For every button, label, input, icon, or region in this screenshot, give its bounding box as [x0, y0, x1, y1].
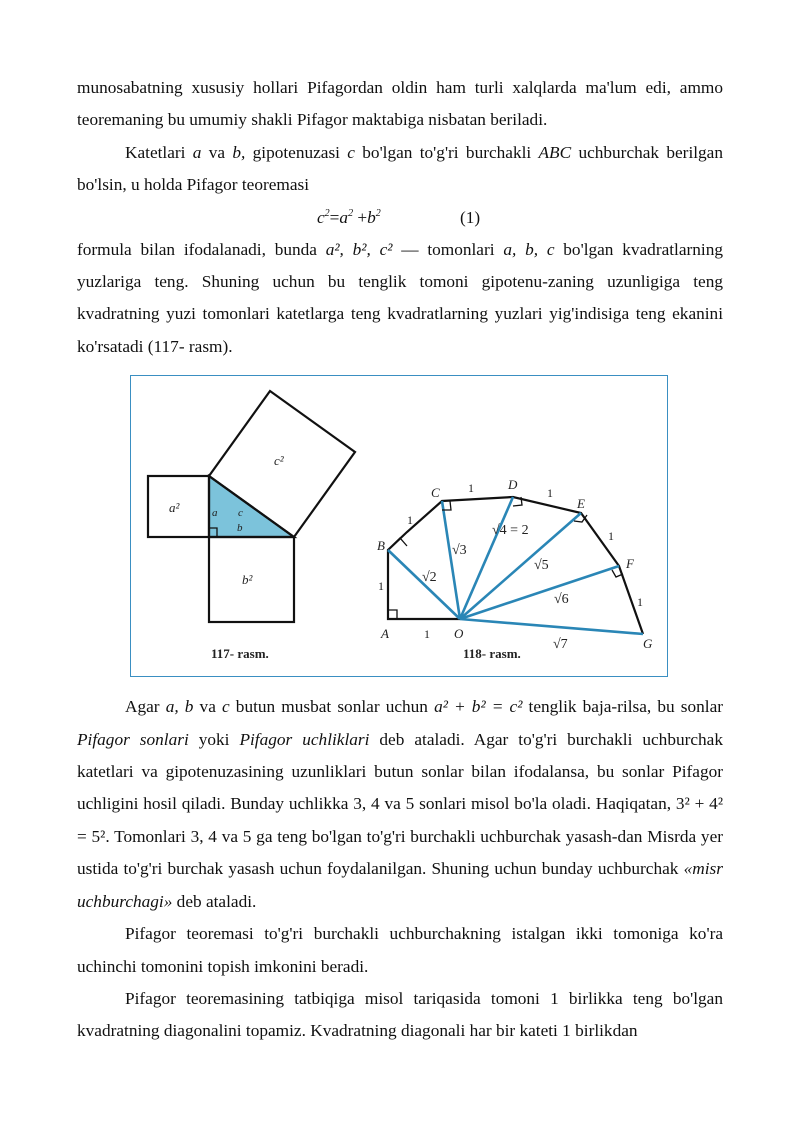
ray-og [460, 619, 643, 634]
term-pifagor-uchliklari: Pifagor uchliklari [239, 729, 370, 749]
variables-ab: a, b [165, 697, 194, 717]
term-pifagor-sonlari: Pifagor sonlari [77, 729, 189, 749]
formula-b: b [367, 207, 376, 227]
squared-variables: a², b², c² [325, 239, 393, 259]
point-d: D [508, 477, 518, 493]
root-label-6: √6 [554, 592, 569, 608]
text-run: Agar [125, 697, 166, 717]
variable-b: b, [232, 142, 246, 162]
paragraph-6: Pifagor teoremasining tatbiqiga misol tariqasida tomoni 1 birlikka teng bo'lgan kvadratning diagonalini topamiz. Kvadratning diagonali har bir kateti 1 birlikdan [77, 988, 723, 1041]
variable-c: c [347, 142, 355, 162]
point-o: O [454, 626, 464, 642]
ray-oc [442, 501, 460, 619]
formula-plus: + [353, 207, 368, 227]
paragraph-2 [77, 137, 723, 202]
label-c2: c² [274, 453, 284, 469]
spiral-outline [388, 497, 643, 634]
text-run: bo'lgan to'g'ri burchakli [354, 142, 539, 162]
text-run: butun musbat sonlar uchun [229, 697, 435, 717]
ray-od [460, 497, 513, 619]
point-c: C [431, 485, 440, 501]
variable-c: c [222, 697, 230, 717]
point-b: B [377, 538, 385, 554]
unit-label-ao: 1 [424, 627, 430, 642]
text-run: deb ataladi. [172, 891, 257, 911]
label-a2: a² [169, 500, 180, 516]
root-label-4: √4 = 2 [492, 523, 529, 539]
unit-label-ef: 1 [608, 529, 614, 544]
text-run: tenglik baja-rilsa, bu sonlar [522, 697, 724, 717]
label-b2: b² [242, 572, 253, 588]
text-run: gipotenuzasi [245, 142, 348, 162]
term-misr-uchburchagi: «misr uchburchagi» [77, 859, 723, 911]
root-label-2: √2 [422, 570, 437, 586]
pythagorean-formula [77, 202, 723, 234]
ray-of [460, 566, 619, 619]
formula-c: c [317, 207, 325, 227]
point-a: A [381, 626, 389, 642]
root-label-3: √3 [452, 543, 467, 559]
text-run: formula bilan ifodalanadi, bunda [77, 239, 326, 259]
unit-label-bc: 1 [407, 513, 413, 528]
document-page [77, 72, 723, 1048]
inline-equation: a² + b² = c² [434, 697, 523, 717]
formula-a: a [339, 207, 349, 227]
paragraph-3 [77, 234, 723, 364]
point-e: E [577, 496, 585, 512]
formula-equals: = [329, 207, 340, 227]
text-run: yoki [188, 729, 240, 749]
text-run: deb ataladi. Agar to'g'ri burchakli uchburchak katetlari va gipotenuzasining uzunliklari butun sonlar bilan ifodalansa, bu sonlar Pifagor uchligini hosil qiladi. Bunday uchlikka 3, 4 va 5 sonlari misol bo'la oladi. Haqiqatan, [77, 729, 723, 814]
label-a: a [212, 507, 218, 520]
root-label-5: √5 [534, 558, 549, 574]
paragraph-5: Pifagor teoremasi to'g'ri burchakli uchburchakning istalgan ikki tomoniga ko'ra uchinchi tomonini topish imkonini beradi. [77, 924, 723, 976]
formula-exponent: 2 [375, 207, 381, 219]
text-run: va [201, 142, 233, 162]
text-run: bo'lgan kvadratlarning yuzlariga teng. Shuning uchun bu tenglik tomoni gipotenu-zaning uzunligiga teng kvadratning yuzi tomonlari katetlarga teng kvadratlarning yuzlari yig'indisiga teng ekanini ko'rsatadi (117- rasm). [77, 239, 724, 356]
figure-118-point-labels [377, 477, 653, 651]
text-run: — tomonlari [392, 239, 504, 259]
spiral-rays [388, 497, 643, 634]
paragraph-4 [77, 691, 723, 918]
formula-exponent: 2 [324, 207, 330, 219]
variable-a: a [192, 142, 202, 162]
caption-117: 117- rasm. [211, 646, 269, 662]
unit-label-ab: 1 [378, 579, 384, 594]
inline-equation-345: 3² + 4² = 5² [77, 794, 724, 846]
figures-svg [131, 376, 669, 678]
text-run: . Tomonlari 3, 4 va 5 ga teng bo'lgan to'g'ri burchakli uchburchak yasash-dan Misrda yer ustida to'g'ri burchak yasash uchun foydalanilgan. Shuning uchun bunday uchburchak [77, 826, 723, 879]
paragraph-1: munosabatning xususiy hollari Pifagordan oldin ham turli xalqlarda ma'lum edi, ammo teoremaning bu umumiy shakli Pifagor maktabiga nisbatan beriladi. [77, 78, 723, 130]
figure-118 [388, 497, 643, 634]
unit-label-de: 1 [547, 486, 553, 501]
label-c: c [238, 507, 243, 520]
equation-number: (1) [460, 207, 481, 227]
unit-label-cd: 1 [468, 481, 474, 496]
point-g: G [643, 636, 653, 652]
label-b: b [237, 522, 243, 535]
triangle-name: ABC [538, 142, 572, 162]
figure-box [130, 375, 668, 677]
text-run: Katetlari [125, 142, 193, 162]
formula-exponent: 2 [348, 207, 354, 219]
text-run: uchburchak berilgan bo'lsin, u holda Pifagor teoremasi [77, 142, 723, 195]
root-label-7: √7 [553, 637, 568, 653]
text-run: va [193, 697, 222, 717]
formula-expression [317, 202, 381, 234]
side-variables: a, b, c [503, 239, 555, 259]
unit-label-fg: 1 [637, 595, 643, 610]
point-f: F [626, 556, 634, 572]
caption-118: 118- rasm. [463, 646, 521, 662]
